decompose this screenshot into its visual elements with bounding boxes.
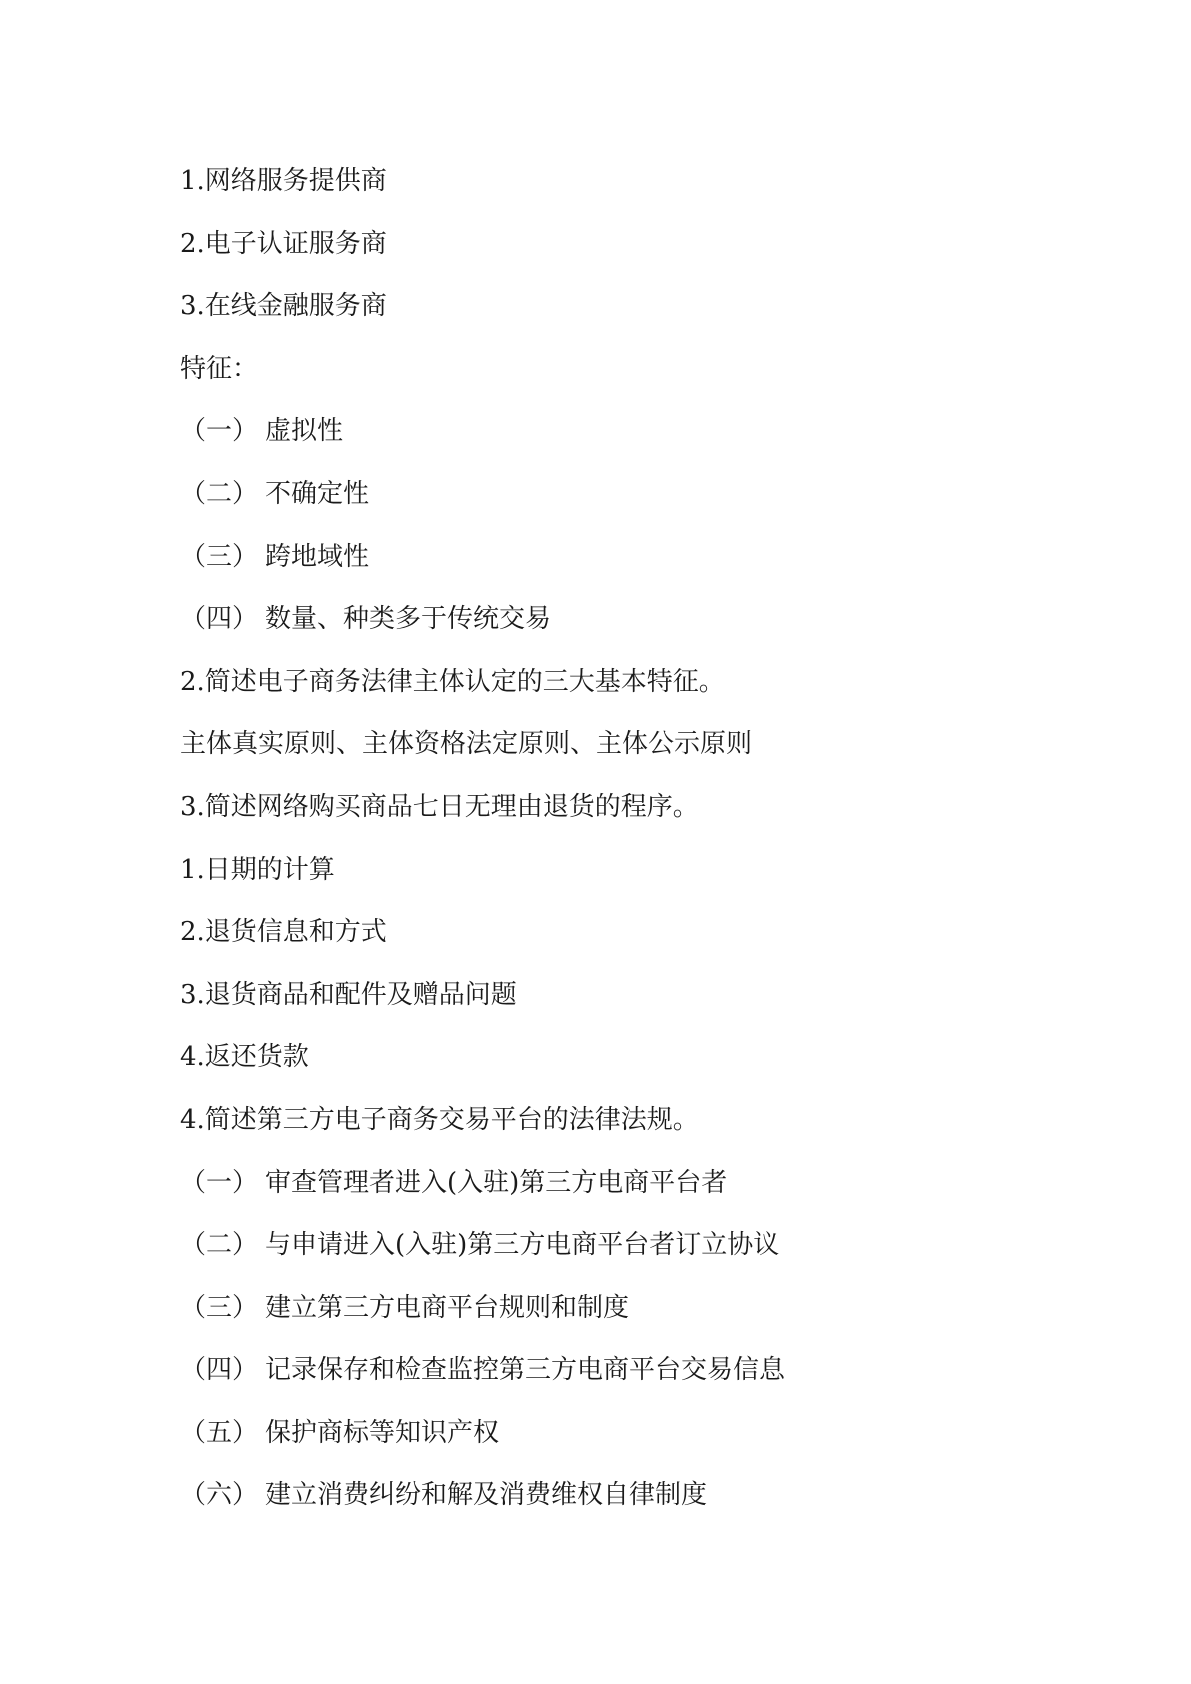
line-text: 2.退货信息和方式 — [180, 917, 387, 948]
line-text: 特征： — [180, 353, 259, 384]
question-heading — [180, 776, 1080, 839]
document-body — [180, 150, 1080, 1527]
list-marker: （五） — [180, 1417, 259, 1448]
line-text: 建立第三方电商平台规则和制度 — [265, 1292, 630, 1323]
line-text: 1.日期的计算 — [180, 854, 335, 885]
line-text: 2.简述电子商务法律主体认定的三大基本特征。 — [180, 666, 725, 697]
line-text: 数量、种类多于传统交易 — [265, 604, 552, 635]
list-marker: （四） — [180, 1355, 259, 1386]
line-text: 建立消费纠纷和解及消费维权自律制度 — [265, 1480, 708, 1511]
list-marker: （二） — [180, 478, 259, 509]
list-item — [180, 839, 1080, 902]
list-marker: （一） — [180, 416, 259, 447]
list-item — [180, 526, 1080, 589]
line-text: 虚拟性 — [265, 416, 344, 447]
list-item — [180, 213, 1080, 276]
question-heading — [180, 651, 1080, 714]
list-item — [180, 463, 1080, 526]
line-text: 记录保存和检查监控第三方电商平台交易信息 — [265, 1355, 786, 1386]
line-text: 3.在线金融服务商 — [180, 291, 387, 322]
list-item — [180, 400, 1080, 463]
line-text: 跨地域性 — [265, 541, 370, 572]
list-item — [180, 1464, 1080, 1527]
list-marker: （二） — [180, 1230, 259, 1261]
list-marker: （六） — [180, 1480, 259, 1511]
line-text: 3.退货商品和配件及赠品问题 — [180, 979, 517, 1010]
list-marker: （三） — [180, 541, 259, 572]
list-marker: （三） — [180, 1292, 259, 1323]
list-item — [180, 1402, 1080, 1465]
line-text: 1.网络服务提供商 — [180, 166, 387, 196]
list-item — [180, 275, 1080, 338]
list-item — [180, 588, 1080, 651]
question-heading — [180, 1089, 1080, 1152]
list-item — [180, 1026, 1080, 1089]
line-text: 3.简述网络购买商品七日无理由退货的程序。 — [180, 791, 699, 822]
list-item — [180, 1152, 1080, 1215]
section-heading — [180, 338, 1080, 401]
line-text: 与申请进入(入驻)第三方电商平台者订立协议 — [265, 1230, 780, 1261]
list-marker: （四） — [180, 604, 259, 635]
list-item — [180, 1277, 1080, 1340]
list-marker: （一） — [180, 1167, 259, 1198]
list-item — [180, 1339, 1080, 1402]
list-item — [180, 150, 1080, 213]
line-text: 2.电子认证服务商 — [180, 228, 387, 259]
line-text: 保护商标等知识产权 — [265, 1417, 500, 1448]
line-text: 4.返还货款 — [180, 1042, 309, 1073]
line-text: 不确定性 — [265, 478, 370, 509]
answer-text — [180, 713, 1080, 776]
line-text: 主体真实原则、主体资格法定原则、主体公示原则 — [180, 729, 753, 760]
line-text: 4.简述第三方电子商务交易平台的法律法规。 — [180, 1104, 699, 1135]
list-item — [180, 901, 1080, 964]
list-item — [180, 1214, 1080, 1277]
line-text: 审查管理者进入(入驻)第三方电商平台者 — [265, 1167, 728, 1198]
list-item — [180, 964, 1080, 1027]
